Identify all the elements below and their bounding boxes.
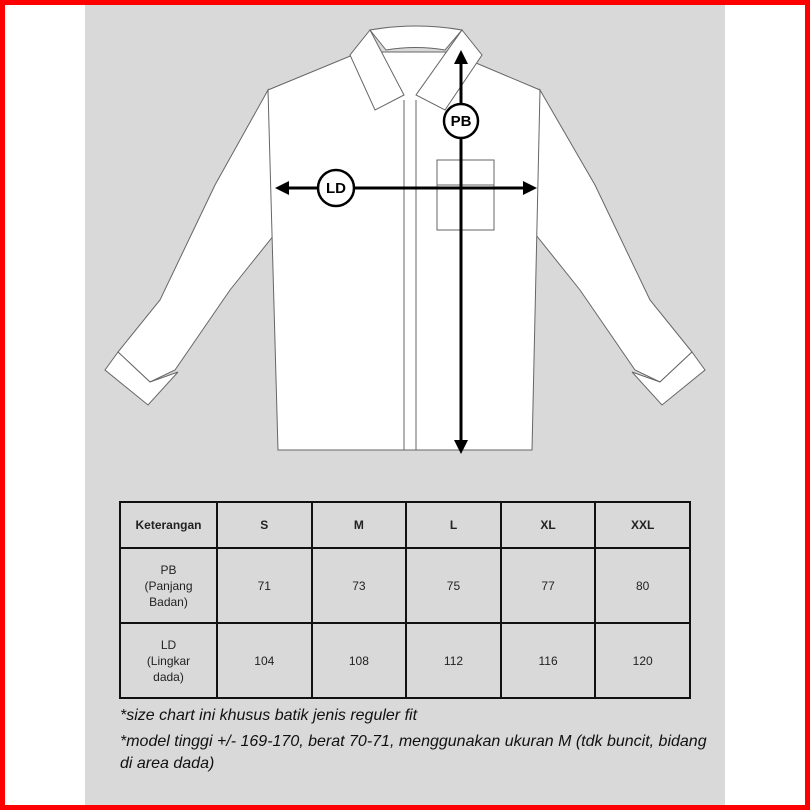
row-label-line: PB: [160, 562, 177, 577]
header-keterangan: Keterangan: [120, 502, 217, 548]
table-header-row: [120, 502, 690, 548]
size-chart-table: [119, 501, 691, 699]
size-notes: [120, 705, 720, 779]
left-sleeve: [118, 90, 278, 382]
header-size-xl: XL: [501, 502, 596, 548]
cell-ld-l: 112: [406, 623, 501, 698]
row-label-ld: [120, 623, 217, 698]
cell-pb-xxl: 80: [595, 548, 690, 623]
row-label-pb: [120, 548, 217, 623]
note-model: *model tinggi +/- 169-170, berat 70-71, menggunakan ukuran M (tdk buncit, bidang di area dada): [120, 733, 707, 772]
ld-label: LD: [326, 180, 346, 197]
cell-pb-l: 75: [406, 548, 501, 623]
header-size-xxl: XXL: [595, 502, 690, 548]
pocket: [437, 160, 494, 230]
cell-ld-xl: 116: [501, 623, 596, 698]
table-row-ld: [120, 623, 690, 698]
cell-pb-xl: 77: [501, 548, 596, 623]
row-label-line: (Lingkar: [146, 653, 191, 668]
cell-ld-m: 108: [312, 623, 407, 698]
table-row-pb: [120, 548, 690, 623]
collar-band: [370, 26, 462, 50]
pb-label: PB: [450, 113, 472, 130]
header-size-l: L: [406, 502, 501, 548]
row-label-line: dada): [153, 669, 184, 684]
cell-pb-m: 73: [312, 548, 407, 623]
row-label-line: Badan): [149, 594, 188, 609]
cell-pb-s: 71: [217, 548, 312, 623]
header-size-s: S: [217, 502, 312, 548]
right-sleeve: [532, 90, 692, 382]
header-size-m: M: [312, 502, 407, 548]
row-label-line: LD: [160, 637, 177, 652]
note-fit: *size chart ini khusus batik jenis reguler fit: [120, 707, 418, 724]
cell-ld-s: 104: [217, 623, 312, 698]
row-label-line: (Panjang: [144, 578, 193, 593]
cell-ld-xxl: 120: [595, 623, 690, 698]
